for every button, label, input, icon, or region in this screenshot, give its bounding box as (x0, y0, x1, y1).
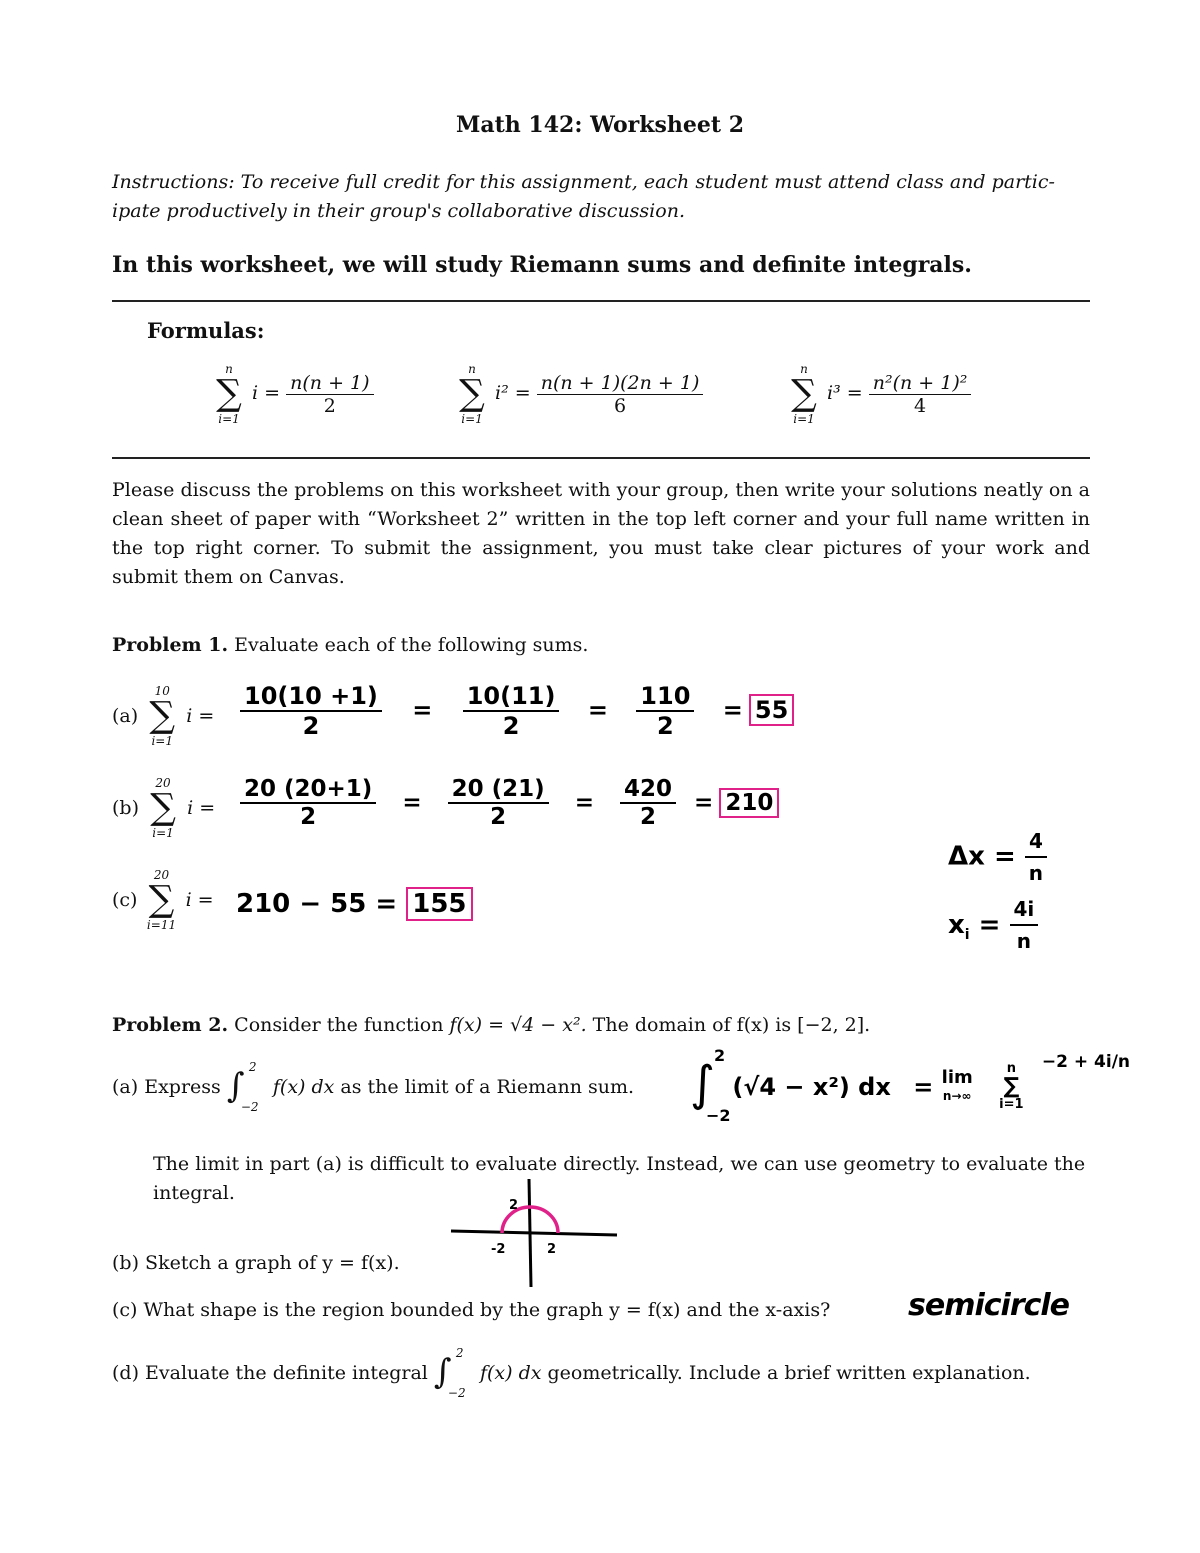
sum-lower: i=1 (793, 412, 815, 426)
integral-icon: ∫ (433, 1352, 452, 1392)
formula-3-den: 4 (869, 394, 972, 417)
lead-statement: In this worksheet, we will study Riemann sums and definite integrals. (112, 252, 972, 278)
problem-2a-work (690, 1046, 1131, 1125)
sum-upper: 20 (155, 776, 171, 790)
graph-x-pos-label: 2 (547, 1242, 557, 1257)
integral-icon: ∫ (690, 1056, 716, 1112)
instructions (112, 168, 1092, 226)
formula-3-body: i³ = (827, 382, 863, 404)
work-den: 2 (620, 802, 676, 830)
problem-2d (112, 1346, 1031, 1400)
x-axis (451, 1231, 617, 1235)
part-label: (b) (112, 797, 139, 819)
instructions-line-1: Instructions: To receive full credit for this assignment, each student must attend class and partic- (112, 171, 1055, 193)
problem-2-text: Consider the function (234, 1014, 444, 1036)
answer-box: 155 (406, 887, 472, 921)
sigma-icon: ∑ (149, 695, 176, 736)
sum-lower: i=1 (461, 412, 483, 426)
work-den: 2 (240, 710, 382, 740)
problem-2b (112, 1252, 400, 1274)
part-text: What shape is the region bounded by the graph y = f(x) and the x-axis? (143, 1299, 831, 1321)
work-lim: lim (941, 1067, 973, 1088)
work-sum-lower: i=1 (999, 1097, 1024, 1112)
sum-upper: n (800, 362, 808, 376)
problem-1-text: Evaluate each of the following sums. (234, 634, 589, 656)
work-num: 420 (624, 776, 673, 802)
work-eq: = (913, 1073, 934, 1101)
sum-lower: i=1 (218, 412, 240, 426)
integral-lower: −2 (240, 1100, 259, 1114)
graph-y-label: 2 (509, 1198, 519, 1213)
instructions-line-2: ipate productively in their group's collaborative discussion. (112, 200, 685, 222)
divider-top (112, 300, 1090, 302)
formula-2-body: i² = (495, 382, 531, 404)
dx-num: 4 (1028, 829, 1043, 853)
sigma-icon: ∑ (459, 373, 485, 414)
work-lower: −2 (706, 1106, 731, 1125)
problem-2-label: Problem 2. (112, 1014, 229, 1036)
sum-upper: n (468, 362, 476, 376)
sum-lower: i=1 (151, 734, 173, 748)
sum-body: i = (187, 797, 216, 819)
part-text: Sketch a graph of y = f(x). (145, 1252, 400, 1274)
integral-upper: 2 (455, 1346, 464, 1360)
integral-lower: −2 (447, 1386, 466, 1400)
graph-x-neg-label: -2 (491, 1242, 506, 1257)
work-num: 10(10 +1) (244, 682, 378, 710)
sum-lower: i=11 (146, 918, 177, 932)
problem-1a-work: $\frac{10(10 +1)}{2}$ = $\frac{10(11)}{2}$ = $\frac{110}{2}$ = 55 (240, 682, 794, 740)
problem-1b-work: $\frac{20 (20+1)}{2}$ = $\frac{20 (21)}{2}$ = $\frac{420}{2}$ = 210 (240, 776, 779, 830)
problem-2-note: The limit in part (a) is difficult to evaluate directly. Instead, we can use geometry to evaluate the integral. (153, 1153, 1086, 1204)
xi-den: n (1010, 924, 1039, 956)
formula-3 (787, 362, 971, 426)
formula-3-num: n²(n + 1)² (872, 371, 968, 394)
part-text-before: Evaluate the definite integral (145, 1362, 428, 1384)
problem-1b (112, 776, 215, 840)
part-label: (c) (112, 889, 138, 911)
semicircle-sketch (445, 1175, 625, 1295)
work-den: 2 (636, 710, 694, 740)
part-text-after: as the limit of a Riemann sum. (340, 1076, 635, 1098)
work-sum-upper: n (1006, 1061, 1016, 1076)
problem-1-heading (112, 634, 588, 656)
work-den: 2 (448, 802, 549, 830)
sum-body: i = (185, 889, 214, 911)
domain-text: The domain of f(x) is [−2, 2]. (592, 1014, 871, 1036)
problem-2-heading (112, 1014, 870, 1036)
sum-upper: 10 (154, 684, 170, 698)
function-def: f(x) = √4 − x². (449, 1014, 587, 1036)
work-lim-sub: n→∞ (942, 1089, 972, 1103)
work-num: 20 (21) (451, 776, 545, 802)
part-label: (b) (112, 1252, 139, 1274)
work-num: 20 (20+1) (244, 776, 373, 802)
integral-upper: 2 (248, 1060, 257, 1074)
formula-2-num: n(n + 1)(2n + 1) (540, 371, 700, 394)
part-label: (d) (112, 1362, 139, 1384)
work-upper: 2 (714, 1046, 726, 1065)
sigma-icon: ∑ (791, 373, 817, 414)
work-term: −2 + 4i/n (1041, 1052, 1131, 1072)
divider-bottom (112, 457, 1090, 459)
part-label: (a) (112, 1076, 139, 1098)
problem-1c (112, 868, 214, 932)
sigma-icon: ∑ (150, 787, 176, 828)
formula-2 (455, 362, 703, 426)
sigma-icon: ∑ (1003, 1074, 1020, 1099)
problem-1a (112, 684, 214, 748)
part-label: (c) (112, 1299, 138, 1321)
problem-2c-answer: semicircle (908, 1288, 1070, 1323)
work-num: 110 (640, 682, 691, 710)
integrand: f(x) dx (479, 1362, 542, 1384)
formula-2-den: 6 (537, 394, 704, 417)
integral-icon: ∫ (226, 1066, 245, 1106)
dx-den: n (1025, 856, 1047, 888)
work-integrand: (√4 − x²) dx (732, 1073, 891, 1101)
work-den: 2 (240, 802, 376, 830)
page-title: Math 142: Worksheet 2 (455, 112, 745, 138)
answer-box: 210 (719, 788, 779, 818)
submission-paragraph: Please discuss the problems on this worksheet with your group, then write your solutions neatly on a clean sheet of paper with “Worksheet 2” written in the top left corner and your full name written in the top right corner. To submit the assignment, you must take clear pictures of your work and submit them on Canvas. (112, 479, 1090, 588)
delta-x-note: Δx = $\frac{4}{n}$ $x_i$ = $\frac{4i}{n}$ (948, 826, 1047, 956)
work-text: 210 − 55 = (236, 889, 398, 919)
part-text-before: Express (144, 1076, 221, 1098)
work-num: 10(11) (466, 682, 556, 710)
problem-1-label: Problem 1. (112, 634, 229, 656)
work-den: 2 (463, 710, 560, 740)
part-label: (a) (112, 705, 139, 727)
integrand: f(x) dx (272, 1076, 335, 1098)
problem-2a (112, 1060, 634, 1114)
xi-num: 4i (1013, 897, 1035, 921)
formula-1 (212, 362, 374, 426)
sigma-icon: ∑ (216, 373, 242, 414)
formula-1-num: n(n + 1) (290, 371, 370, 394)
formulas-label: Formulas: (147, 318, 265, 343)
part-text-after: geometrically. Include a brief written explanation. (547, 1362, 1031, 1384)
sum-upper: 20 (153, 868, 170, 882)
y-axis (529, 1179, 531, 1287)
answer-box: 55 (749, 694, 794, 726)
sum-upper: n (225, 362, 233, 376)
problem-2c (112, 1299, 830, 1321)
sigma-icon: ∑ (148, 879, 175, 920)
formula-1-body: i = (252, 382, 281, 404)
formula-1-den: 2 (286, 394, 373, 417)
sum-lower: i=1 (152, 826, 174, 840)
sum-body: i = (186, 705, 215, 727)
problem-1c-work (236, 889, 473, 919)
